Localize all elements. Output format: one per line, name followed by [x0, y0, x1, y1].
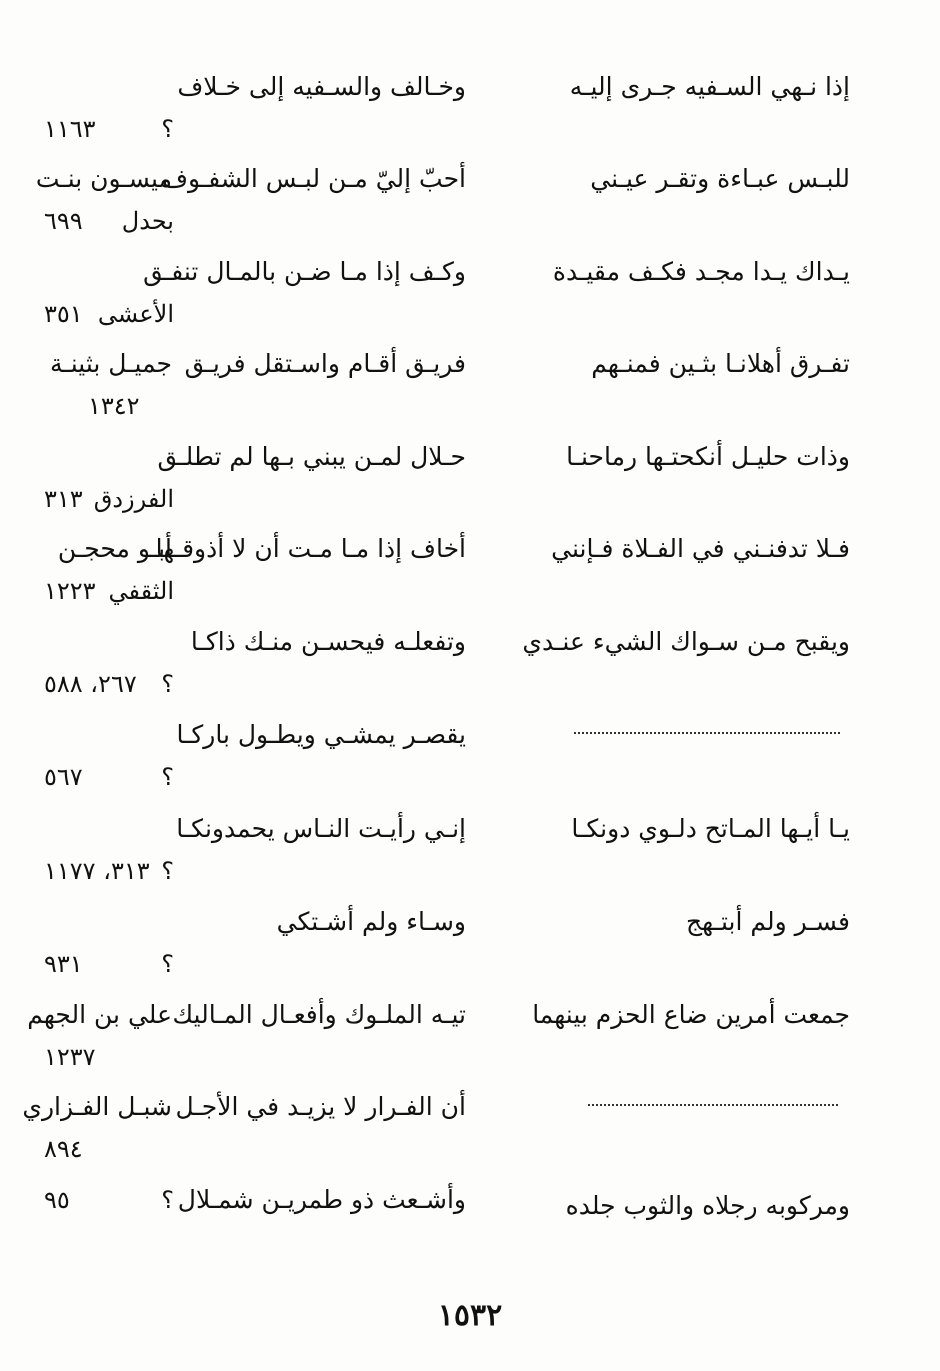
poet-name-continued: بحدل [121, 207, 174, 235]
unknown-poet-mark: ؟ [161, 115, 174, 143]
verse-first-hemistich: وذات حليـل أنكحتـها رماحنـا [566, 442, 850, 471]
verse-reference [44, 482, 174, 516]
poet-name-continued: الثقفي [108, 577, 174, 605]
poet-name: أبـو محجـن [57, 534, 172, 563]
verse-reference [44, 760, 174, 794]
verse-reference [44, 1132, 174, 1166]
verse-first-hemistich: للبـس عبـاءة وتقـر عيـني [590, 164, 850, 193]
poet-name: علي بن الجهم [27, 1000, 172, 1029]
missing-hemistich-dots [574, 732, 840, 736]
verse-second-hemistich: وخـالف والسـفيه إلى خـلاف [177, 72, 466, 101]
page-reference: ٩٣١ [44, 950, 83, 978]
verse-second-hemistich: حـلال لمـن يبني بـها لم تطلـق [157, 442, 466, 471]
poet-name: الأعشى [97, 300, 174, 328]
verse-row [0, 440, 940, 530]
verse-reference [44, 204, 174, 238]
verse-first-hemistich: إذا نـهي السـفيه جـرى إليـه [569, 72, 850, 101]
unknown-poet-mark: ؟ [161, 670, 174, 698]
page-reference: ٩٥ [44, 1186, 70, 1214]
verse-second-hemistich: وكـف إذا مـا ضـن بالمـال تنفـق [143, 257, 466, 286]
verse-row [0, 625, 940, 715]
verse-first-hemistich: ويقبح مـن سـواك الشيء عنـدي [522, 627, 850, 656]
verse-row [0, 70, 940, 160]
verse-row [0, 905, 940, 995]
verse-first-hemistich: يـا أيـها المـاتح دلـوي دونكـا [571, 814, 850, 843]
verse-second-hemistich: أخاف إذا مـا مـت أن لا أذوقـها [155, 534, 466, 563]
verse-first-hemistich: فسـر ولم أبتـهج [685, 907, 850, 936]
missing-hemistich-dots [588, 1104, 838, 1108]
verse-reference [44, 574, 174, 608]
unknown-poet-mark: ؟ [161, 763, 174, 791]
page-reference: ٣٥١ [44, 300, 83, 328]
page-reference: ٢٦٧، ٥٨٨ [44, 670, 137, 698]
page-reference: ٣١٣، ١١٧٧ [44, 857, 150, 885]
verse-row [0, 718, 940, 808]
verse-first-hemistich: جمعت أمرين ضاع الحزم بينهما [532, 1000, 850, 1029]
verse-first-hemistich: يـداك يـدا مجـد فكـف مقيـدة [552, 257, 850, 286]
verse-row [0, 347, 940, 437]
poet-name: ميسـون بنـت [35, 164, 172, 193]
page-reference: ١١٦٣ [44, 115, 96, 143]
unknown-poet-mark: ؟ [161, 950, 174, 978]
poet-name: جميـل بثينـة [50, 349, 172, 378]
verse-second-hemistich: أن الفـرار لا يزيـد في الأجـل [175, 1092, 466, 1121]
verse-second-hemistich: تيـه الملـوك وأفعـال المـاليك [172, 1000, 466, 1029]
page-reference: ١٣٤٢ [88, 392, 140, 420]
page-number: ١٥٣٢ [437, 1298, 503, 1333]
verse-row [0, 812, 940, 902]
poet-name: شبـل الفـزاري [22, 1092, 172, 1121]
verse-row [0, 1090, 940, 1180]
page-reference: ٦٩٩ [44, 207, 83, 235]
poet-name: الفرزدق [93, 485, 174, 513]
verse-row [0, 532, 940, 622]
page-reference: ١٢٣٧ [44, 1043, 96, 1071]
unknown-poet-mark: ؟ [161, 1186, 174, 1214]
page-reference: ١٢٢٣ [44, 577, 96, 605]
verse-second-hemistich: يقصـر يمشـي ويطـول باركـا [176, 720, 466, 749]
verse-row [0, 998, 940, 1088]
verse-reference [44, 854, 174, 888]
verse-second-hemistich: أحبّ إليّ مـن لبـس الشفـوف [162, 164, 466, 193]
verse-second-hemistich: وأشـعث ذو طمريـن شمـلال [177, 1185, 466, 1214]
page-reference: ٣١٣ [44, 485, 83, 513]
verse-first-hemistich: تفـرق أهلانـا بثـين فمنـهم [591, 349, 850, 378]
verse-reference [44, 1040, 174, 1074]
unknown-poet-mark: ؟ [161, 857, 174, 885]
verse-reference [44, 1183, 174, 1217]
verse-reference [44, 389, 174, 423]
verse-row [0, 1183, 940, 1273]
verse-reference [44, 112, 174, 146]
verse-row [0, 255, 940, 345]
verse-reference [44, 297, 174, 331]
verse-reference [44, 947, 174, 981]
verse-reference [44, 667, 174, 701]
verse-second-hemistich: فريـق أقـام واسـتقل فريـق [184, 349, 466, 378]
verse-first-hemistich: فـلا تدفنـني في الفـلاة فـإنني [551, 534, 850, 563]
verse-second-hemistich: وتفعلـه فيحسـن منـك ذاكـا [190, 627, 466, 656]
page-reference: ٥٦٧ [44, 763, 83, 791]
verse-row [0, 162, 940, 252]
page-reference: ٨٩٤ [44, 1135, 83, 1163]
verse-first-hemistich: ومركوبه رجلاه والثوب جلده [565, 1191, 850, 1220]
verse-second-hemistich: إنـي رأيـت النـاس يحمدونكـا [176, 814, 466, 843]
verse-second-hemistich: وسـاء ولم أشـتكي [276, 907, 466, 936]
